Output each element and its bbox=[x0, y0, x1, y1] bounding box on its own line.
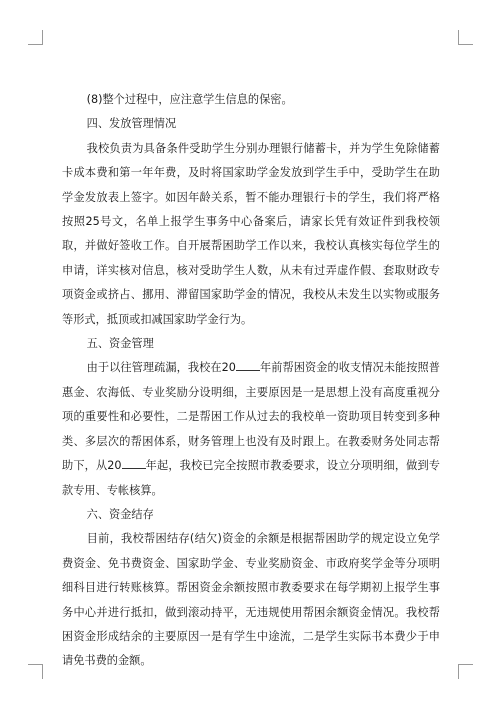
section-5-paragraph bbox=[62, 356, 440, 502]
crop-mark-top-right bbox=[458, 30, 473, 45]
section-4-heading: 四、发放管理情况 bbox=[86, 117, 177, 131]
crop-mark-bottom-right bbox=[458, 664, 473, 679]
section-6-paragraph bbox=[62, 527, 440, 673]
blank-underline-2 bbox=[122, 458, 146, 469]
section-6-text-part1: 目前，我校帮困结存(结欠)资金的余额是根据帮困助学的规定设立免学费资金、免书费资金、国家助学金、专业奖励资金、市政府奖学金等分项明细科目进行转账核算。帮困资金余额按照市教委要求在每学期初上报学生事务中心并进行抵扣，做到滚动持平，无违规使用帮困余额资金情况。 bbox=[62, 532, 440, 619]
section-5-text-part1: 由于以往管理疏漏，我校在20 bbox=[86, 361, 236, 375]
document-body bbox=[62, 88, 440, 674]
section-4-paragraph: 我校负责为具备条件受助学生分别办理银行储蓄卡，并为学生免除储蓄卡成本费和第一年年费，及时将国家助学金发放到学生手中，受助学生在助学金发放表上签字。如因年龄关系，暂不能办理银行卡的学生，我们将严格按照25号文，名单上报学生事务中心备案后，请家长凭有效证件到我校领取，并做好签收工作。自开展帮困助学工作以来，我校认真核实每位学生的申请，详实核对信息，核对受助学生人数，从未有过弄虚作假、套取财政专项资金或挤占、挪用、滞留国家助学金的情况，我校从未发生以实物或服务等形式，抵顶或扣减国家助学金行为。 bbox=[62, 141, 440, 326]
blank-underline-1 bbox=[236, 360, 260, 371]
crop-mark-bottom-left bbox=[28, 664, 43, 679]
section-5-text-part3: 年起，我校已完全按照市教委要求，设立分项明细，做到专款专用、专帐核算。 bbox=[62, 459, 440, 497]
section-5-heading: 五、资金管理 bbox=[86, 337, 154, 351]
section-5-text-part2: 年前帮困资金的收支情况未能按照普惠金、农海低、专业奖励分设明细，主要原因是一是思想上没有高度重视分项的重要性和必要性，二是帮困工作从过去的我校单一资助项目转变到多种类、多层次的帮困体系，财务管理上也没有及时跟上。在教委财务处同志帮助下，从20 bbox=[62, 361, 440, 473]
section-6-text-part2: 我校帮困资金形成结余的主要原因一是有学生中途流，二是学生实际书本费少于申请免书费的金额。 bbox=[62, 605, 440, 668]
crop-mark-top-left bbox=[28, 30, 43, 45]
section-6-heading: 六、资金结存 bbox=[86, 507, 154, 521]
item-8-text: (8)整个过程中，应注意学生信息的保密。 bbox=[86, 93, 293, 106]
